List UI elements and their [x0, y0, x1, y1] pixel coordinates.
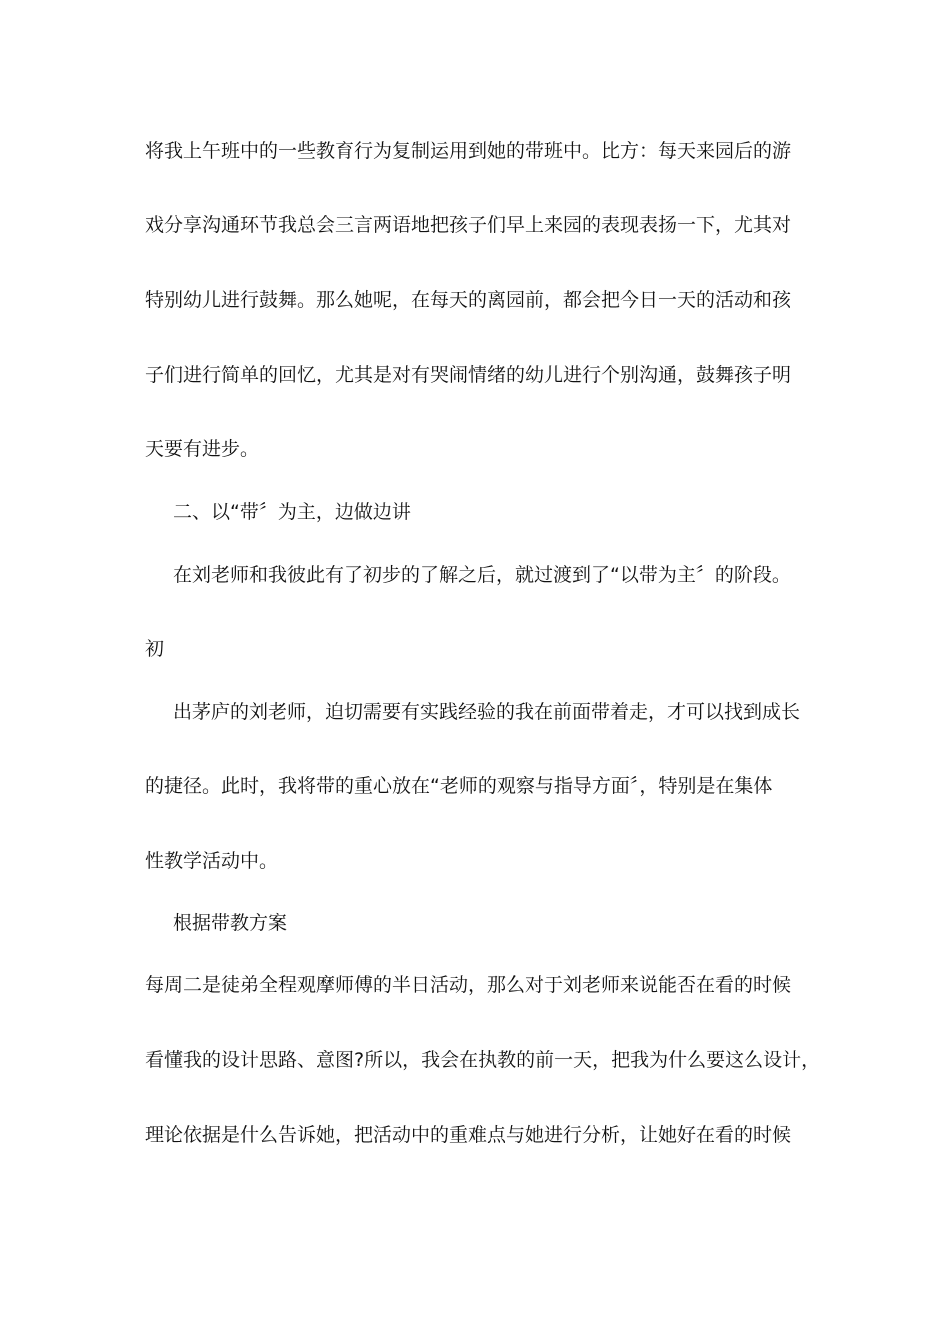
- paragraph-line: 子们进行简单的回忆，尤其是对有哭闹情绪的幼儿进行个别沟通，鼓舞孩子明: [145, 364, 792, 386]
- paragraph-line: 出茅庐的刘老师，迫切需要有实践经验的我在前面带着走，才可以找到成长: [173, 701, 801, 723]
- paragraph-line: 性教学活动中。: [145, 850, 279, 872]
- paragraph-line: 在刘老师和我彼此有了初步的了解之后，就过渡到了“以带为主〞的阶段。: [173, 564, 791, 586]
- paragraph-line: 每周二是徒弟全程观摩师傅的半日活动，那么对于刘老师来说能否在看的时候: [145, 974, 792, 996]
- paragraph-line: 理论依据是什么告诉她，把活动中的重难点与她进行分析，让她好在看的时候: [145, 1124, 792, 1146]
- paragraph-line: 将我上午班中的一些教育行为复制运用到她的带班中。比方：每天来园后的游: [145, 140, 792, 162]
- paragraph-line: 天要有进步。: [145, 438, 260, 460]
- paragraph-line: 根据带教方案: [173, 912, 288, 934]
- paragraph-line: 初: [145, 638, 165, 660]
- paragraph-line: 戏分享沟通环节我总会三言两语地把孩子们早上来园的表现表扬一下，尤其对: [145, 214, 792, 236]
- paragraph-line: 看懂我的设计思路、意图?所以，我会在执教的前一天，把我为什么要这么设计，: [145, 1049, 821, 1071]
- section-heading: 二、以“带〞为主，边做边讲: [173, 501, 411, 523]
- paragraph-line: 特别幼儿进行鼓舞。那么她呢，在每天的离园前，都会把今日一天的活动和孩: [145, 289, 792, 311]
- paragraph-line: 的捷径。此时，我将带的重心放在“老师的观察与指导方面〞，特别是在集体: [145, 775, 773, 797]
